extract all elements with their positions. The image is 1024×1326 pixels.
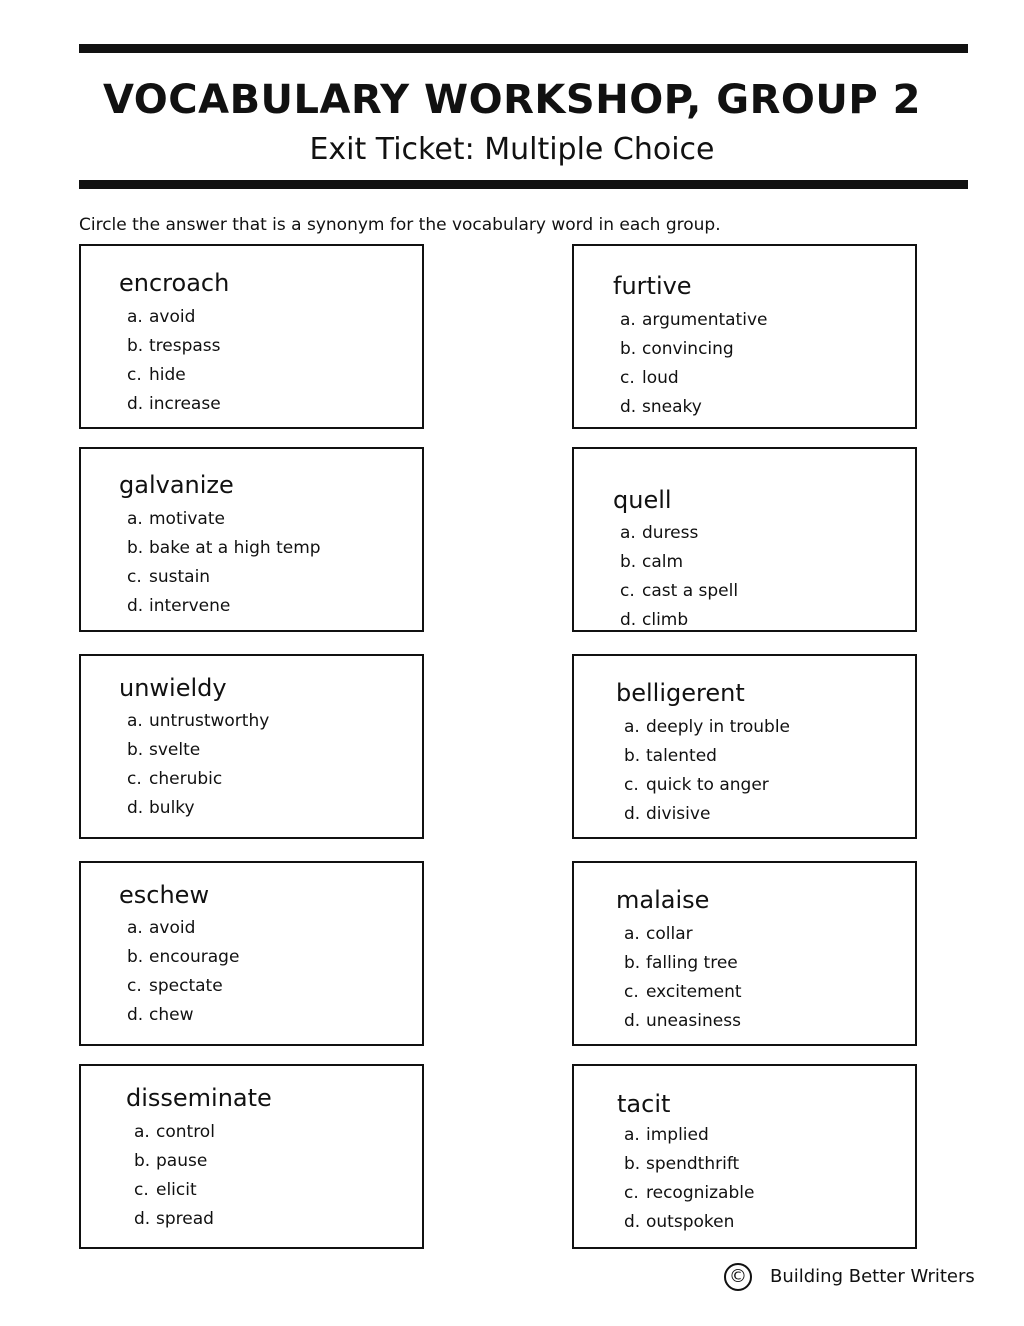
footer-text: Building Better Writers <box>770 1266 975 1287</box>
question-card-malaise <box>572 861 917 1046</box>
option-a[interactable]: a. avoid <box>127 918 196 938</box>
option-a[interactable]: a. control <box>134 1122 215 1142</box>
vocab-word: encroach <box>119 269 230 297</box>
option-c[interactable]: c. excitement <box>624 982 742 1002</box>
option-c[interactable]: c. recognizable <box>624 1183 755 1203</box>
option-list <box>624 1121 754 1237</box>
option-c[interactable]: c. loud <box>620 368 679 388</box>
option-b[interactable]: b. calm <box>620 552 684 572</box>
option-d[interactable]: d. increase <box>127 394 221 414</box>
page-title: VOCABULARY WORKSHOP, GROUP 2 <box>103 77 921 123</box>
question-card-tacit <box>572 1064 917 1249</box>
vocab-word: furtive <box>613 272 692 300</box>
option-c[interactable]: c. cherubic <box>127 769 223 789</box>
option-b[interactable]: b. spendthrift <box>624 1154 740 1174</box>
option-list <box>624 920 742 1036</box>
option-d[interactable]: d. divisive <box>624 804 711 824</box>
vocab-word: tacit <box>617 1090 671 1118</box>
option-a[interactable]: a. avoid <box>127 307 196 327</box>
option-d[interactable]: d. intervene <box>127 596 231 616</box>
top-rule <box>79 44 968 53</box>
option-d[interactable]: d. chew <box>127 1005 194 1025</box>
option-a[interactable]: a. argumentative <box>620 310 768 330</box>
question-card-disseminate <box>79 1064 424 1249</box>
option-c[interactable]: c. quick to anger <box>624 775 769 795</box>
option-a[interactable]: a. motivate <box>127 509 225 529</box>
question-card-eschew <box>79 861 424 1046</box>
option-d[interactable]: d. spread <box>134 1209 214 1229</box>
option-b[interactable]: b. trespass <box>127 336 221 356</box>
option-d[interactable]: d. bulky <box>127 798 195 818</box>
option-list <box>134 1118 215 1234</box>
option-d[interactable]: d. sneaky <box>620 397 702 417</box>
option-d[interactable]: d. climb <box>620 610 689 630</box>
copyright-icon: © <box>724 1263 752 1291</box>
page-subtitle: Exit Ticket: Multiple Choice <box>309 132 715 167</box>
option-list <box>624 713 790 829</box>
vocab-word: disseminate <box>126 1084 272 1112</box>
option-c[interactable]: c. hide <box>127 365 186 385</box>
option-a[interactable]: a. duress <box>620 523 699 543</box>
option-c[interactable]: c. elicit <box>134 1180 197 1200</box>
option-list <box>620 519 738 635</box>
option-a[interactable]: a. untrustworthy <box>127 711 270 731</box>
bottom-rule <box>79 180 968 189</box>
vocab-word: quell <box>613 486 672 514</box>
question-card-galvanize <box>79 447 424 632</box>
option-b[interactable]: b. svelte <box>127 740 201 760</box>
option-b[interactable]: b. convincing <box>620 339 734 359</box>
option-b[interactable]: b. encourage <box>127 947 240 967</box>
option-c[interactable]: c. sustain <box>127 567 211 587</box>
vocab-word: eschew <box>119 881 210 909</box>
option-b[interactable]: b. bake at a high temp <box>127 538 321 558</box>
question-card-furtive <box>572 244 917 429</box>
option-b[interactable]: b. falling tree <box>624 953 738 973</box>
vocab-word: belligerent <box>616 679 745 707</box>
vocab-word: unwieldy <box>119 674 227 702</box>
option-c[interactable]: c. spectate <box>127 976 223 996</box>
option-list <box>127 707 269 823</box>
footer-credit <box>724 1263 975 1291</box>
option-b[interactable]: b. talented <box>624 746 717 766</box>
question-card-quell <box>572 447 917 632</box>
question-card-encroach <box>79 244 424 429</box>
vocab-word: malaise <box>616 886 710 914</box>
option-b[interactable]: b. pause <box>134 1151 208 1171</box>
question-card-unwieldy <box>79 654 424 839</box>
instructions: Circle the answer that is a synonym for the vocabulary word in each group. <box>79 215 721 235</box>
option-list <box>127 914 239 1030</box>
option-d[interactable]: d. uneasiness <box>624 1011 741 1031</box>
option-list <box>620 306 767 422</box>
option-c[interactable]: c. cast a spell <box>620 581 739 601</box>
question-card-belligerent <box>572 654 917 839</box>
option-list <box>127 303 221 419</box>
vocab-word: galvanize <box>119 471 234 499</box>
option-a[interactable]: a. deeply in trouble <box>624 717 791 737</box>
option-a[interactable]: a. implied <box>624 1125 709 1145</box>
option-list <box>127 505 321 621</box>
option-a[interactable]: a. collar <box>624 924 693 944</box>
option-d[interactable]: d. outspoken <box>624 1212 735 1232</box>
